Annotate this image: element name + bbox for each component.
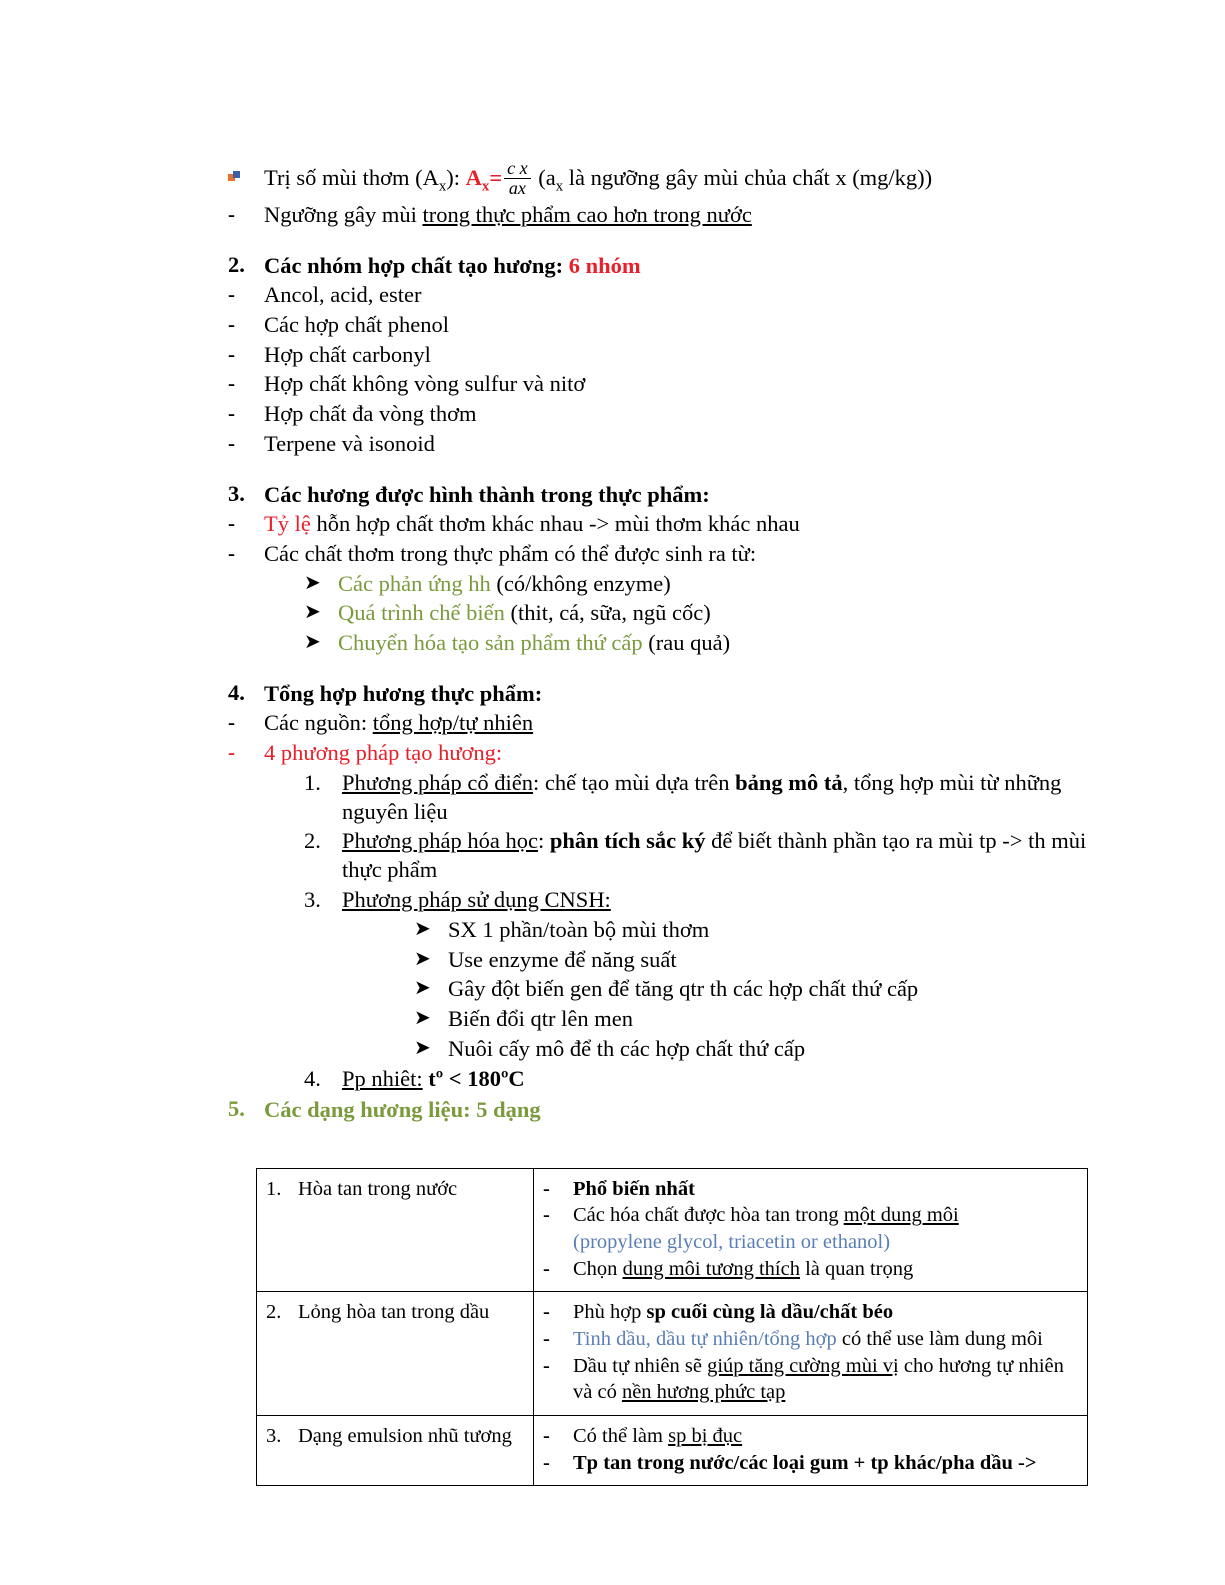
dash-bullet-icon: - xyxy=(228,341,235,366)
list-item xyxy=(304,629,1088,658)
section-3-item-2: Các chất thơm trong thực phẩm có thể được sinh ra từ: xyxy=(264,540,757,566)
section-4-item-1: Các nguồn: tổng hợp/tự nhiên xyxy=(264,710,534,736)
fraction: $\frac{\text{c x}}{ax}$ xyxy=(504,159,530,199)
method-3-subitem: SX 1 phần/toàn bộ mùi thơm xyxy=(448,916,710,942)
method-number: 1. xyxy=(304,769,321,795)
diamond-bullet-icon xyxy=(228,160,264,189)
list-item xyxy=(228,370,1088,399)
section-4-heading xyxy=(228,679,1088,708)
aroma-value-line: Trị số mùi thơm $(A_x)$: $A_x=$ $\frac{\text{c x}}{ax}$ ($a_x$ là ngưỡng gây mùi chủa chất x (mg/kg)) xyxy=(264,158,933,199)
list-item xyxy=(304,1065,1088,1094)
list-item xyxy=(414,916,1088,945)
dash-bullet-icon: - xyxy=(543,1451,550,1474)
dash-bullet-icon: - xyxy=(228,281,235,306)
dash-bullet-icon: - xyxy=(543,1424,550,1447)
list-item xyxy=(228,281,1088,310)
table-cell-detail xyxy=(534,1415,1088,1485)
list-item xyxy=(304,769,1088,827)
list-item xyxy=(228,341,1088,370)
list-item xyxy=(304,599,1088,628)
arrow-bullet-icon: ➤ xyxy=(414,977,431,1000)
detail-text: (propylene glycol, triacetin or ethanol) xyxy=(573,1231,891,1254)
detail-item xyxy=(543,1450,1078,1477)
document-content xyxy=(228,160,1088,1486)
detail-text: Phù hợp sp cuối cùng là dầu/chất béo xyxy=(573,1301,894,1324)
section-4-item-2: 4 phương pháp tạo hương: xyxy=(264,739,503,765)
list-item xyxy=(228,709,1088,738)
section-number: 4. xyxy=(228,679,245,705)
method-number: 3. xyxy=(304,886,321,912)
detail-text: Phổ biến nhất xyxy=(573,1177,695,1200)
section-3-subitem: Chuyển hóa tạo sản phẩm thứ cấp (rau quả) xyxy=(338,630,731,656)
method-number: 4. xyxy=(304,1065,321,1091)
list-item xyxy=(228,400,1088,429)
dash-bullet-icon: - xyxy=(228,401,235,426)
row-number: 1. xyxy=(266,1177,282,1200)
section-3-subitem: Các phản ứng hh (có/không enzyme) xyxy=(338,570,671,596)
detail-item xyxy=(543,1423,1078,1450)
dash-bullet-icon: - xyxy=(543,1204,550,1227)
row-number: 2. xyxy=(266,1301,282,1324)
list-item xyxy=(414,1005,1088,1034)
detail-text: Tp tan trong nước/các loại gum + tp khác/pha dầu -> xyxy=(573,1451,1037,1474)
table-row xyxy=(257,1415,1088,1485)
row-number: 3. xyxy=(266,1424,282,1447)
detail-item xyxy=(543,1202,1078,1229)
method-number: 2. xyxy=(304,828,321,854)
section-3-heading xyxy=(228,480,1088,509)
list-item xyxy=(228,510,1088,539)
section-2-heading xyxy=(228,251,1088,280)
method-3-sublist xyxy=(414,916,1088,1064)
row-label: Lỏng hòa tan trong dầu xyxy=(298,1301,490,1324)
row-label: Hòa tan trong nước xyxy=(298,1177,458,1200)
spacer-icon xyxy=(543,1229,573,1256)
section-4-title: Tổng hợp hương thực phẩm: xyxy=(264,680,543,706)
detail-item xyxy=(543,1353,1078,1406)
arrow-bullet-icon: ➤ xyxy=(414,917,431,940)
list-item xyxy=(414,946,1088,975)
detail-item xyxy=(543,1326,1078,1353)
section-number: 3. xyxy=(228,480,245,506)
flavor-types-table xyxy=(256,1168,1088,1486)
detail-item xyxy=(543,1299,1078,1326)
detail-item xyxy=(543,1256,1078,1283)
spacer xyxy=(228,460,1088,480)
list-item xyxy=(304,886,1088,915)
list-item xyxy=(304,827,1088,885)
detail-item xyxy=(543,1176,1078,1203)
table-cell-label xyxy=(257,1168,534,1292)
section-5-heading xyxy=(228,1095,1088,1124)
method-text: Phương pháp sử dụng CNSH: xyxy=(342,886,611,912)
dash-bullet-icon: - xyxy=(543,1177,550,1200)
dash-bullet-icon: - xyxy=(543,1257,550,1280)
section-number: 2. xyxy=(228,251,245,277)
table-cell-detail xyxy=(534,1168,1088,1292)
list-item xyxy=(414,1035,1088,1064)
list-item xyxy=(228,430,1088,459)
threshold-line: Ngưỡng gây mùi trong thực phẩm cao hơn trong nước xyxy=(264,201,752,227)
arrow-bullet-icon: ➤ xyxy=(304,631,321,654)
section-2-item: Hợp chất carbonyl xyxy=(264,341,431,367)
list-item xyxy=(228,311,1088,340)
dash-bullet-icon: - xyxy=(228,201,235,226)
dash-bullet-icon: - xyxy=(228,430,235,455)
dash-bullet-icon: - xyxy=(228,311,235,336)
spacer xyxy=(228,231,1088,251)
dash-bullet-icon: - xyxy=(228,739,235,764)
dash-bullet-icon: - xyxy=(228,540,235,565)
section-3-title: Các hương được hình thành trong thực phẩm: xyxy=(264,481,710,507)
table-cell-label xyxy=(257,1292,534,1416)
detail-text: Dầu tự nhiên sẽ giúp tăng cường mùi vị cho hương tự nhiên và có nền hương phức tạp xyxy=(573,1354,1064,1404)
method-text: Phương pháp cổ điển: chế tạo mùi dựa trên bảng mô tả, tổng hợp mùi từ những nguyên liệu xyxy=(342,769,1062,824)
detail-item xyxy=(543,1229,1078,1256)
table-cell-detail xyxy=(534,1292,1088,1416)
method-text: Pp nhiêt: tº < 180ºC xyxy=(342,1065,525,1091)
method-3-subitem: Biến đổi qtr lên men xyxy=(448,1006,633,1032)
section-2-title: Các nhóm hợp chất tạo hương: 6 nhóm xyxy=(264,252,641,278)
detail-text: Các hóa chất được hòa tan trong một dung môi xyxy=(573,1204,959,1227)
arrow-bullet-icon: ➤ xyxy=(414,947,431,970)
table-row xyxy=(257,1292,1088,1416)
table-row xyxy=(257,1168,1088,1292)
dash-bullet-icon: - xyxy=(543,1354,550,1377)
dash-bullet-icon: - xyxy=(228,510,235,535)
dash-bullet-icon: - xyxy=(228,371,235,396)
section-2-item: Hợp chất đa vòng thơm xyxy=(264,401,477,427)
list-item xyxy=(414,975,1088,1004)
list-item xyxy=(228,160,1088,200)
dash-bullet-icon: - xyxy=(543,1328,550,1350)
arrow-bullet-icon: ➤ xyxy=(304,571,321,594)
method-3-subitem: Nuôi cấy mô để th các hợp chất thứ cấp xyxy=(448,1035,806,1061)
section-number: 5. xyxy=(228,1095,245,1121)
section-3-subitem: Quá trình chế biến (thit, cá, sữa, ngũ cốc) xyxy=(338,600,711,626)
section-3-sublist xyxy=(304,570,1088,658)
detail-text: Chọn dung môi tương thích là quan trọng xyxy=(573,1257,914,1280)
section-2-item: Hợp chất không vòng sulfur và nitơ xyxy=(264,371,586,397)
list-item xyxy=(228,540,1088,569)
arrow-bullet-icon: ➤ xyxy=(414,1007,431,1030)
section-3-item-1: Tỷ lệ hỗn hợp chất thơm khác nhau -> mùi thơm khác nhau xyxy=(264,510,800,536)
list-item xyxy=(304,570,1088,599)
list-item xyxy=(228,739,1088,768)
section-2-item: Terpene và isonoid xyxy=(264,430,435,456)
list-item xyxy=(228,201,1088,230)
table-cell-label xyxy=(257,1415,534,1485)
row-label: Dạng emulsion nhũ tương xyxy=(298,1424,512,1447)
section-4-methods xyxy=(304,769,1088,1094)
dash-bullet-icon: - xyxy=(228,710,235,735)
detail-text: Tinh dầu, dầu tự nhiên/tổng hợp có thể use làm dung môi xyxy=(573,1328,1043,1350)
detail-text: Có thể làm sp bị đục xyxy=(573,1424,743,1447)
dash-bullet-icon: - xyxy=(543,1301,550,1324)
spacer xyxy=(228,659,1088,679)
section-2-item: Các hợp chất phenol xyxy=(264,311,449,337)
method-3-subitem: Gây đột biến gen để tăng qtr th các hợp chất thứ cấp xyxy=(448,976,919,1002)
arrow-bullet-icon: ➤ xyxy=(414,1036,431,1059)
section-5-title: Các dạng hương liệu: 5 dạng xyxy=(264,1096,541,1122)
method-3-subitem: Use enzyme để năng suất xyxy=(448,946,677,972)
method-text: Phương pháp hóa học: phân tích sắc ký để biết thành phần tạo ra mùi tp -> th mùi thực phẩm xyxy=(342,828,1087,883)
arrow-bullet-icon: ➤ xyxy=(304,601,321,624)
section-2-item: Ancol, acid, ester xyxy=(264,281,422,307)
